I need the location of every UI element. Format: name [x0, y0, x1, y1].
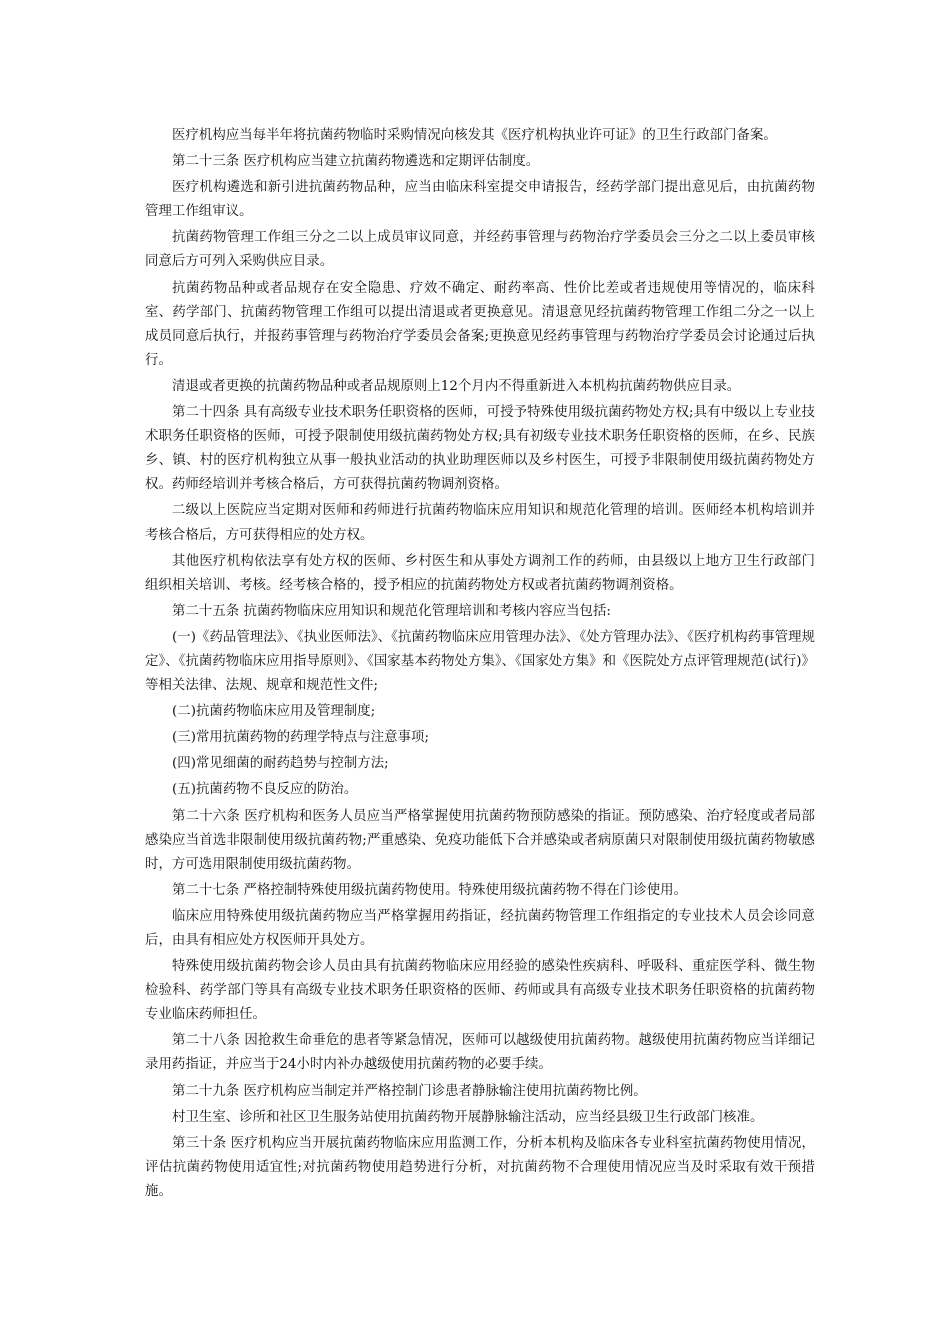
paragraph-9: 其他医疗机构依法享有处方权的医师、乡村医生和从事处方调剂工作的药师，由县级以上地方卫生行政部门组织相关培训、考核。经考核合格的，授予相应的抗菌药物处方权或者抗菌药物调剂资格。 — [145, 553, 815, 593]
article-28: 第二十八条 因抢救生命垂危的患者等紧急情况，医师可以越级使用抗菌药物。越级使用抗菌药物应当详细记录用药指证，并应当于24小时内补办越级使用抗菌药物的必要手续。 — [145, 1033, 815, 1073]
paragraph-4: 抗菌药物管理工作组三分之二以上成员审议同意，并经药事管理与药物治疗学委员会三分之二以上委员审核同意后方可列入采购供应目录。 — [145, 230, 815, 270]
paragraph-1: 医疗机构应当每半年将抗菌药物临时采购情况向核发其《医疗机构执业许可证》的卫生行政部门备案。 — [172, 128, 777, 143]
article-25: 第二十五条 抗菌药物临床应用知识和规范化管理培训和考核内容应当包括: — [172, 603, 611, 619]
list-item-3: (三)常用抗菌药物的药理学特点与注意事项; — [172, 730, 430, 746]
list-item-4: (四)常见细菌的耐药趋势与控制方法; — [172, 756, 389, 772]
document-page — [145, 124, 815, 1206]
paragraph-19: 特殊使用级抗菌药物会诊人员由具有抗菌药物临床应用经验的感染性疾病科、呼吸科、重症医学科、微生物检验科、药学部门等具有高级专业技术职务任职资格的医师、药师或具有高级专业技术职务任职资格的抗菌药物专业临床药师担任。 — [145, 959, 815, 1023]
article-29: 第二十九条 医疗机构应当制定并严格控制门诊患者静脉输注使用抗菌药物比例。 — [172, 1083, 647, 1099]
paragraph-3: 医疗机构遴选和新引进抗菌药物品种，应当由临床科室提交申请报告，经药学部门提出意见后，由抗菌药物管理工作组审议。 — [145, 180, 815, 220]
paragraph-6: 清退或者更换的抗菌药物品种或者品规原则上12个月内不得重新进入本机构抗菌药物供应目录。 — [172, 378, 741, 394]
paragraph-8: 二级以上医院应当定期对医师和药师进行抗菌药物临床应用知识和规范化管理的培训。医师经本机构培训并考核合格后，方可获得相应的处方权。 — [145, 503, 815, 543]
paragraph-5: 抗菌药物品种或者品规存在安全隐患、疗效不确定、耐药率高、性价比差或者违规使用等情况的，临床科室、药学部门、抗菌药物管理工作组可以提出清退或者更换意见。清退意见经抗菌药物管理工作组二分之一以上成员同意后执行，并报药事管理与药物治疗学委员会备案;更换意见经药事管理与药物治疗学委员会讨论通过后执行。 — [145, 280, 815, 368]
list-item-1: (一)《药品管理法》、《执业医师法》、《抗菌药物临床应用管理办法》、《处方管理办法》、《医疗机构药事管理规定》、《抗菌药物临床应用指导原则》、《国家基本药物处方集》、《国家处方集》和《医院处方点评管理规范(试行)》等相关法律、法规、规章和规范性文件; — [145, 629, 815, 694]
paragraph-22: 村卫生室、诊所和社区卫生服务站使用抗菌药物开展静脉输注活动，应当经县级卫生行政部门核准。 — [172, 1109, 764, 1125]
article-30: 第三十条 医疗机构应当开展抗菌药物临床应用监测工作，分析本机构及临床各专业科室抗菌药物使用情况，评估抗菌药物使用适宜性;对抗菌药物使用趋势进行分析，对抗菌药物不合理使用情况应当及时采取有效干预措施。 — [145, 1135, 815, 1199]
list-item-2: (二)抗菌药物临床应用及管理制度; — [172, 704, 376, 720]
article-24: 第二十四条 具有高级专业技术职务任职资格的医师，可授予特殊使用级抗菌药物处方权;具有中级以上专业技术职务任职资格的医师，可授予限制使用级抗菌药物处方权;具有初级专业技术职务任职资格的医师，在乡、民族乡、镇、村的医疗机构独立从事一般执业活动的执业助理医师以及乡村医生，可授予非限制使用级抗菌药物处方权。药师经培训并考核合格后，方可获得抗菌药物调剂资格。 — [145, 405, 815, 493]
list-item-5: (五)抗菌药物不良反应的防治。 — [172, 782, 358, 798]
paragraph-18: 临床应用特殊使用级抗菌药物应当严格掌握用药指证，经抗菌药物管理工作组指定的专业技术人员会诊同意后，由具有相应处方权医师开具处方。 — [145, 908, 815, 948]
article-27: 第二十七条 严格控制特殊使用级抗菌药物使用。特殊使用级抗菌药物不得在门诊使用。 — [172, 882, 688, 898]
article-23-heading: 第二十三条 医疗机构应当建立抗菌药物遴选和定期评估制度。 — [172, 154, 540, 170]
article-26: 第二十六条 医疗机构和医务人员应当严格掌握使用抗菌药物预防感染的指证。预防感染、治疗轻度或者局部感染应当首选非限制使用级抗菌药物;严重感染、免疫功能低下合并感染或者病原菌只对限制使用级抗菌药物敏感时，方可选用限制使用级抗菌药物。 — [145, 808, 815, 872]
